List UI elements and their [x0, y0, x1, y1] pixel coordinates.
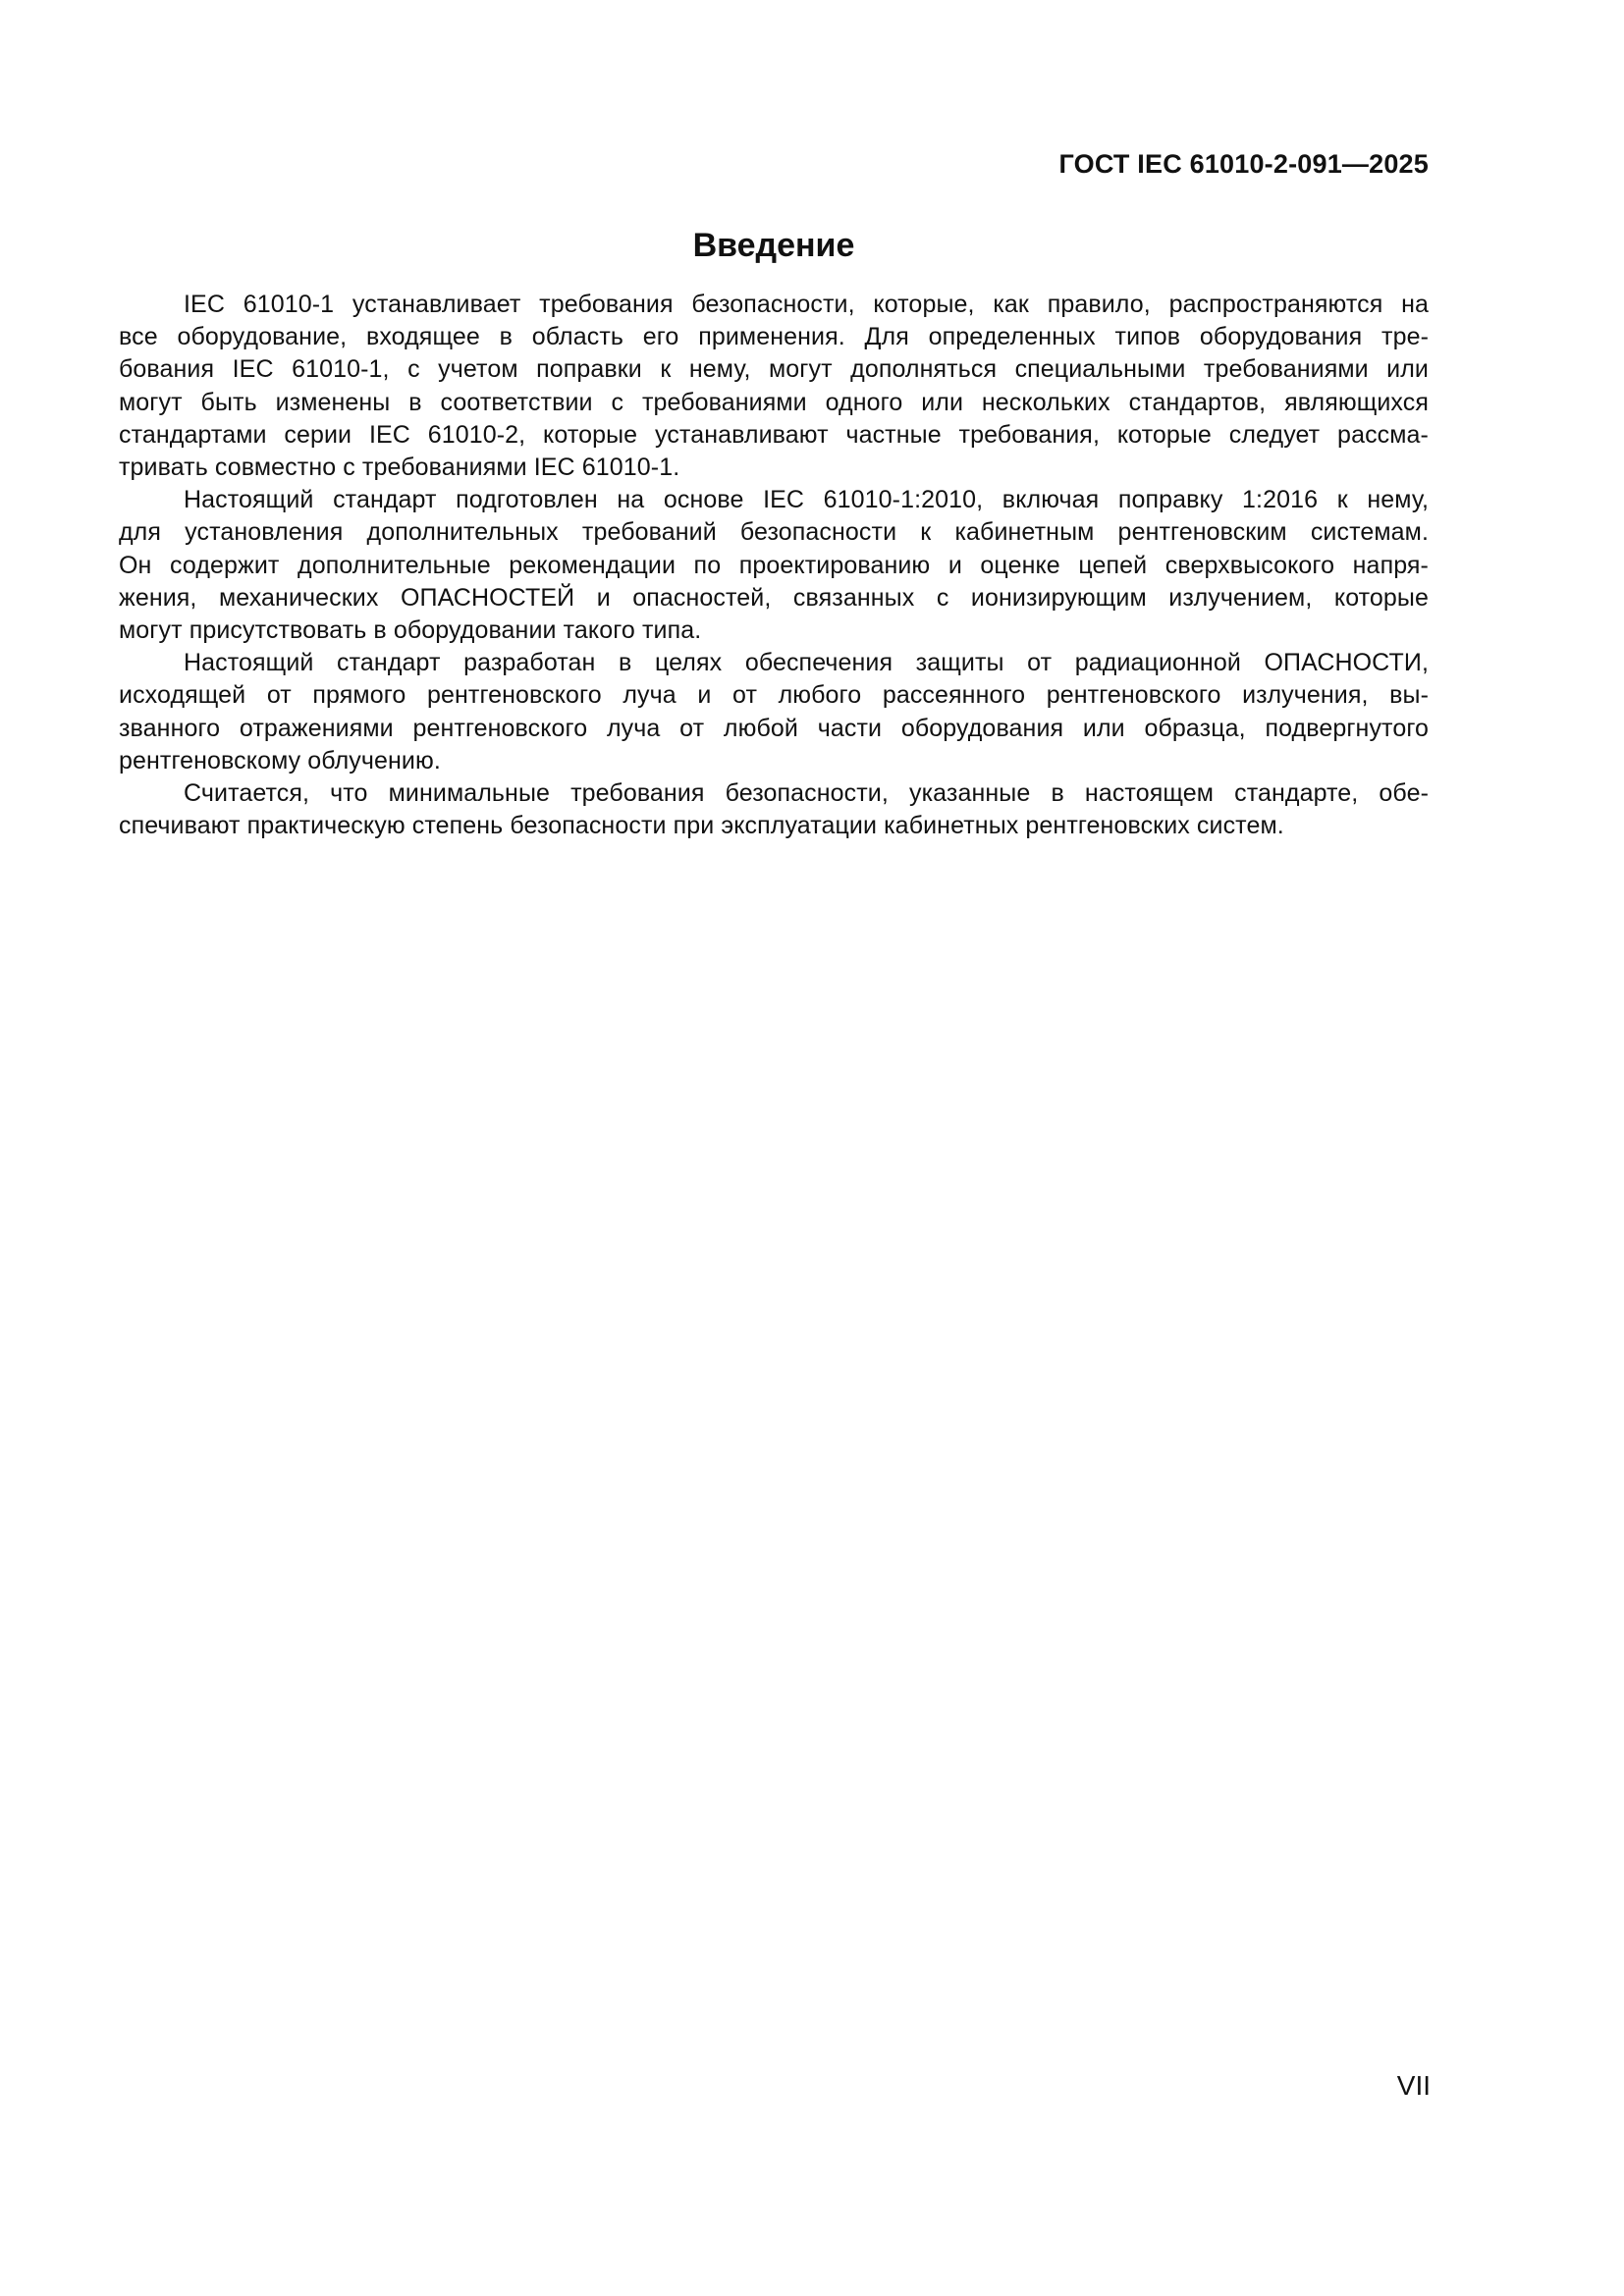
- text-line: жения, механических ОПАСНОСТЕЙ и опасностей, связанных с ионизирующим излучением, которые: [119, 583, 1429, 612]
- text-line: спечивают практическую степень безопасности при эксплуатации кабинетных рентгеновских систем.: [119, 812, 1284, 840]
- text-line: Считается, что минимальные требования безопасности, указанные в настоящем стандарте, обе-: [184, 779, 1429, 808]
- running-header: ГОСТ IEC 61010-2-091—2025: [1058, 149, 1429, 179]
- text-line: стандартами серии IEC 61010-2, которые устанавливают частные требования, которые следует рассма-: [119, 420, 1429, 449]
- text-line: Настоящий стандарт подготовлен на основе IEC 61010-1:2010, включая поправку 1:2016 к нему,: [184, 486, 1429, 514]
- text-line: Настоящий стандарт разработан в целях обеспечения защиты от радиационной ОПАСНОСТИ,: [184, 649, 1429, 677]
- page-title: Введение: [692, 227, 855, 264]
- text-line: IEC 61010-1 устанавливает требования безопасности, которые, как правило, распространяются на: [184, 291, 1429, 318]
- text-line: бования IEC 61010-1, с учетом поправки к нему, могут дополняться специальными требованиями или: [119, 355, 1429, 384]
- text-line: исходящей от прямого рентгеновского луча и от любого рассеянного рентгеновского излучения, вы-: [119, 681, 1429, 710]
- text-line: все оборудование, входящее в область его применения. Для определенных типов оборудования тре-: [119, 323, 1429, 351]
- text-line: могут присутствовать в оборудовании такого типа.: [119, 616, 702, 645]
- body-text: [119, 289, 1429, 842]
- text-line: могут быть изменены в соответствии с требованиями одного или нескольких стандартов, являющихся: [119, 388, 1429, 416]
- page-number: VII: [1396, 2070, 1431, 2101]
- text-line: рентгеновскому облучению.: [119, 746, 441, 774]
- text-line: тривать совместно с требованиями IEC 61010-1.: [119, 454, 680, 482]
- text-line: званного отражениями рентгеновского луча от любой части оборудования или образца, подвергнутого: [119, 714, 1429, 742]
- text-line: Он содержит дополнительные рекомендации по проектированию и оценке цепей сверхвысокого напря-: [119, 551, 1429, 579]
- text-line: для установления дополнительных требований безопасности к кабинетным рентгеновским системам.: [119, 518, 1429, 547]
